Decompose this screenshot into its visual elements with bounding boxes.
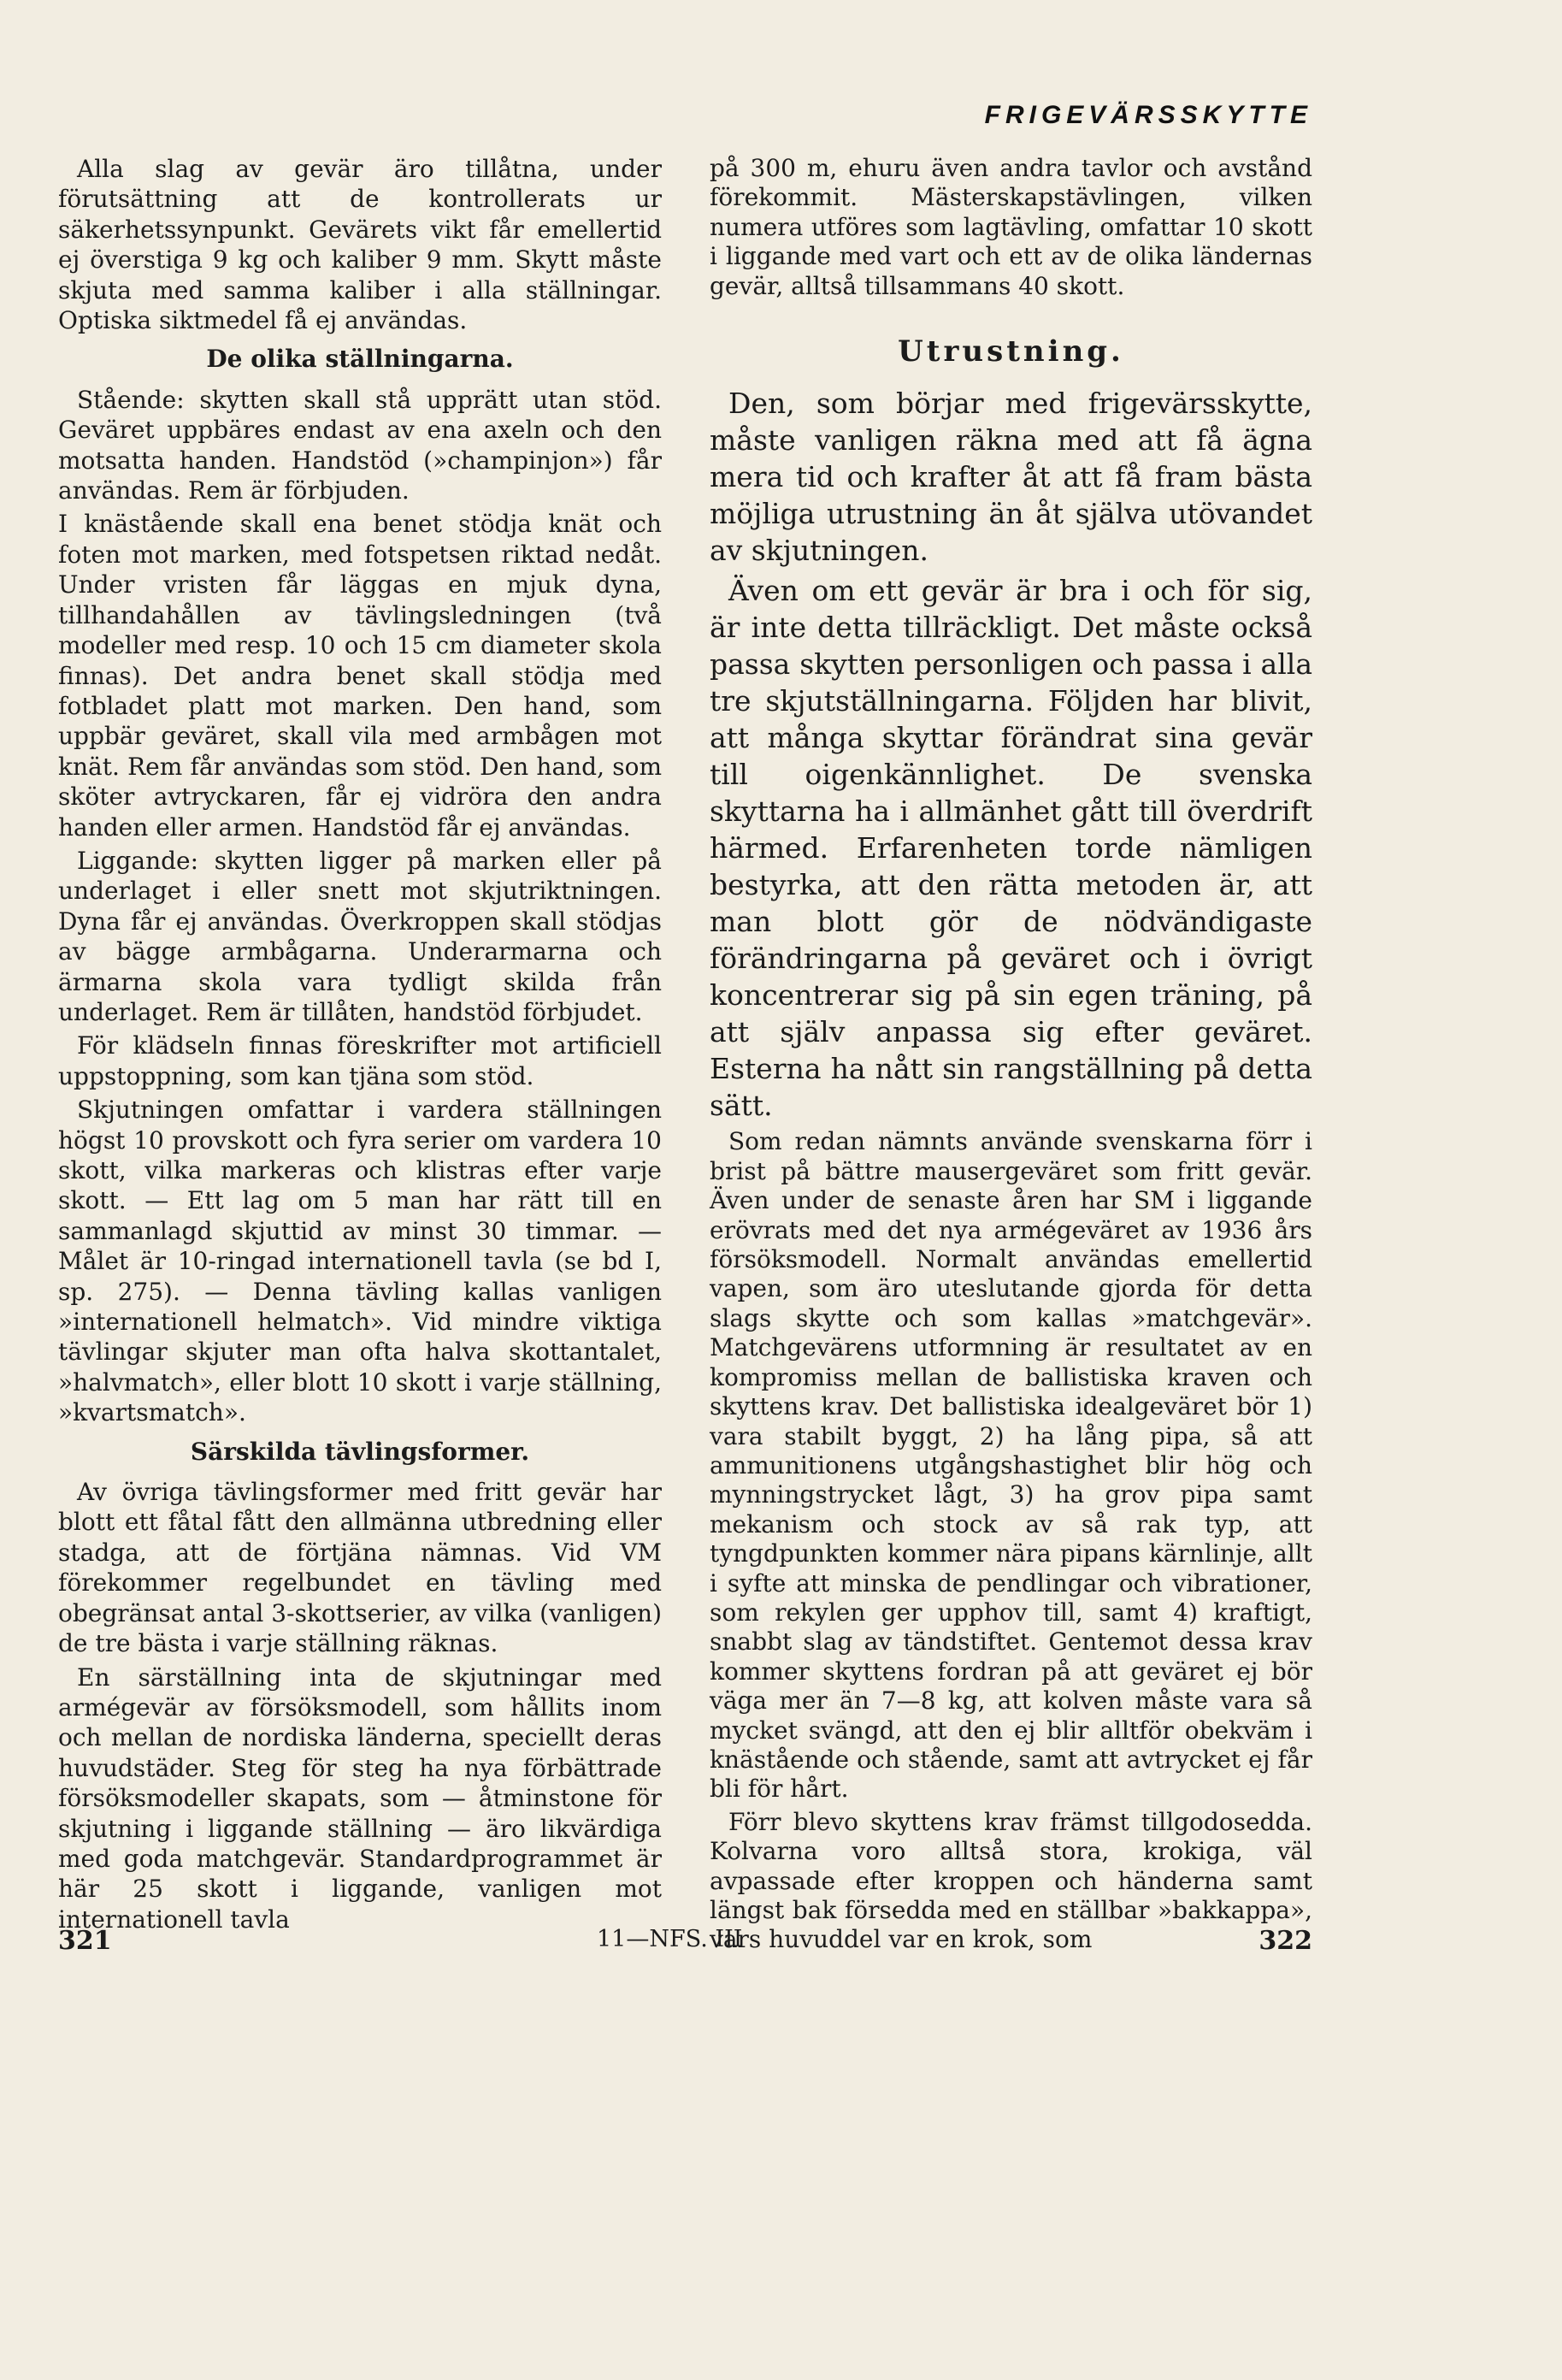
paragraph: Som redan nämnts använde svenskarna förr i brist på bättre mausergeväret som fritt gevär. Även under de senaste åren har SM i liggande erövrats med det nya armégeväret av 1936 års försöksmodell. Normalt användas emellertid vapen, som äro uteslutande gjorda för detta slags skytte och som kallas »matchgevär». Matchgevärens utformning är resultatet av en kompromiss mellan de ballistiska kraven och skyttens krav. Det ballistiska idealgeväret bör 1) vara stabilt byggt, 2) ha lång pipa, så att ammunitionens utgångshastighet blir hög och mynningstrycket lågt, 3) ha grov pipa samt mekanism och stock av så rak typ, att tyngdpunkten kommer nära pipans kärnlinje, allt i syfte att minska de pendlingar och vibrationer, som rekylen ger upphov till, samt 4) kraftigt, snabbt slag av tändstiftet. Gentemot dessa krav kommer skyttens fordran på att geväret ej bör väga mer än 7—8 kg, att kolven måste vara så mycket svängd, att den ej blir alltför obekväm i knästående och stående, samt att avtrycket ej får bli för hårt. <box>710 1127 1312 1804</box>
page-footer <box>58 1926 1312 1960</box>
paragraph: Av övriga tävlingsformer med fritt gevär har blott ett fåtal fått den allmänna utbredning eller stadga, att de förtjäna nämnas. Vid VM förekommer regelbundet en tävling med obegränsat antal 3-skottserier, av vilka (vanligen) de tre bästa i varje ställning räknas. <box>58 1478 662 1658</box>
paragraph: Förr blevo skyttens krav främst tillgodosedda. Kolvarna voro alltså stora, krokiga, väl avpassade efter kroppen och händerna samt längst bak försedda med en ställbar »bakkappa», vars huvuddel var en krok, som <box>710 1807 1312 1954</box>
page-number-right: 322 <box>1258 1926 1312 1956</box>
left-column <box>58 154 662 1934</box>
paragraph: Skjutningen omfattar i vardera ställningen högst 10 provskott och fyra serier om vardera 10 skott, vilka markeras och klistras efter varje skott. — Ett lag om 5 man har rätt till en sammanlagd skjuttid av minst 30 timmar. — Målet är 10-ringad internationell tavla (se bd I, sp. 275). — Denna tävling kallas vanligen »internationell helmatch». Vid mindre viktiga tävlingar skjuter man ofta halva skottantalet, »halvmatch», eller blott 10 skott i varje ställning, »kvartsmatch». <box>58 1096 662 1427</box>
signature-mark: 11—NFS. III <box>597 1926 743 1952</box>
page-number-left: 321 <box>58 1926 112 1956</box>
section-heading: Utrustning. <box>898 334 1124 369</box>
paragraph: Liggande: skytten ligger på marken eller på underlaget i eller snett mot skjutriktningen. Dyna får ej användas. Överkroppen skall stödjas av bägge armbågarna. Underarmarna och ärmarna skola vara tydligt skilda från underlaget. Rem är tillåten, handstöd förbjudet. <box>58 846 662 1026</box>
running-head: FRIGEVÄRSSKYTTE <box>984 101 1312 129</box>
paragraph: I knästående skall ena benet stödja knät och foten mot marken, med fotspetsen riktad nedåt. Under vristen får läggas en mjuk dyna, tillhandahållen av tävlingsledningen (två modeller med resp. 10 och 15 cm diameter skola finnas). Det andra benet skall stödja med fotbladet platt mot marken. Den hand, som uppbär geväret, skall vila med armbågen mot knät. Rem får användas som stöd. Den hand, som sköter avtryckaren, får ej vidröra den andra handen eller armen. Handstöd får ej användas. <box>58 510 662 842</box>
paragraph-large: Den, som börjar med frigevärsskytte, måste vanligen räkna med att få ägna mera tid och krafter åt att få fram bästa möjliga utrustning än åt själva utövandet av skjutningen. <box>710 387 1312 568</box>
paragraph-large: Även om ett gevär är bra i och för sig, är inte detta tillräckligt. Det måste också passa skytten personligen och passa i alla tre skjutställningarna. Följden har blivit, att många skyttar förändrat sina gevär till oigenkännlighet. De svenska skyttarna ha i allmänhet gått till överdrift härmed. Erfarenheten torde nämligen bestyrka, att den rätta metoden är, att man blott gör de nödvändigaste förändringarna på geväret och i övrigt koncentrerar sig på sin egen träning, på att själv anpassa sig efter geväret. Esterna ha nått sin rangställning på detta sätt. <box>710 574 1312 1123</box>
paragraph: En särställning inta de skjutningar med armégevär av försöksmodell, som hållits inom och mellan de nordiska länderna, speciellt deras huvudstäder. Steg för steg ha nya förbättrade försöksmodeller skapats, som — åtminstone för skjutning i liggande ställning — äro likvärdiga med goda matchgevär. Standardprogrammet är här 25 skott i liggande, vanligen mot internationell tavla <box>58 1662 662 1934</box>
paragraph: på 300 m, ehuru även andra tavlor och avstånd förekommit. Mästerskapstävlingen, vilken numera utföres som lagtävling, omfattar 10 skott i liggande med vart och ett av de olika ländernas gevär, alltså tillsammans 40 skott. <box>710 154 1312 300</box>
section-subheading: De olika ställningarna. <box>206 345 514 374</box>
paragraph: För klädseln finnas föreskrifter mot artificiell uppstoppning, som kan tjäna som stöd. <box>58 1031 662 1090</box>
section-subheading: Särskilda tävlingsformer. <box>190 1437 530 1466</box>
paragraph: Alla slag av gevär äro tillåtna, under förutsättning att de kontrollerats ur säkerhetssynpunkt. Gevärets vikt får emellertid ej överstiga 9 kg och kaliber 9 mm. Skytt måste skjuta med samma kaliber i alla ställningar. Optiska siktmedel få ej användas. <box>58 155 662 335</box>
paragraph: Stående: skytten skall stå upprätt utan stöd. Geväret uppbäres endast av ena axeln och den motsatta handen. Handstöd (»champinjon») får användas. Rem är förbjuden. <box>58 385 662 505</box>
